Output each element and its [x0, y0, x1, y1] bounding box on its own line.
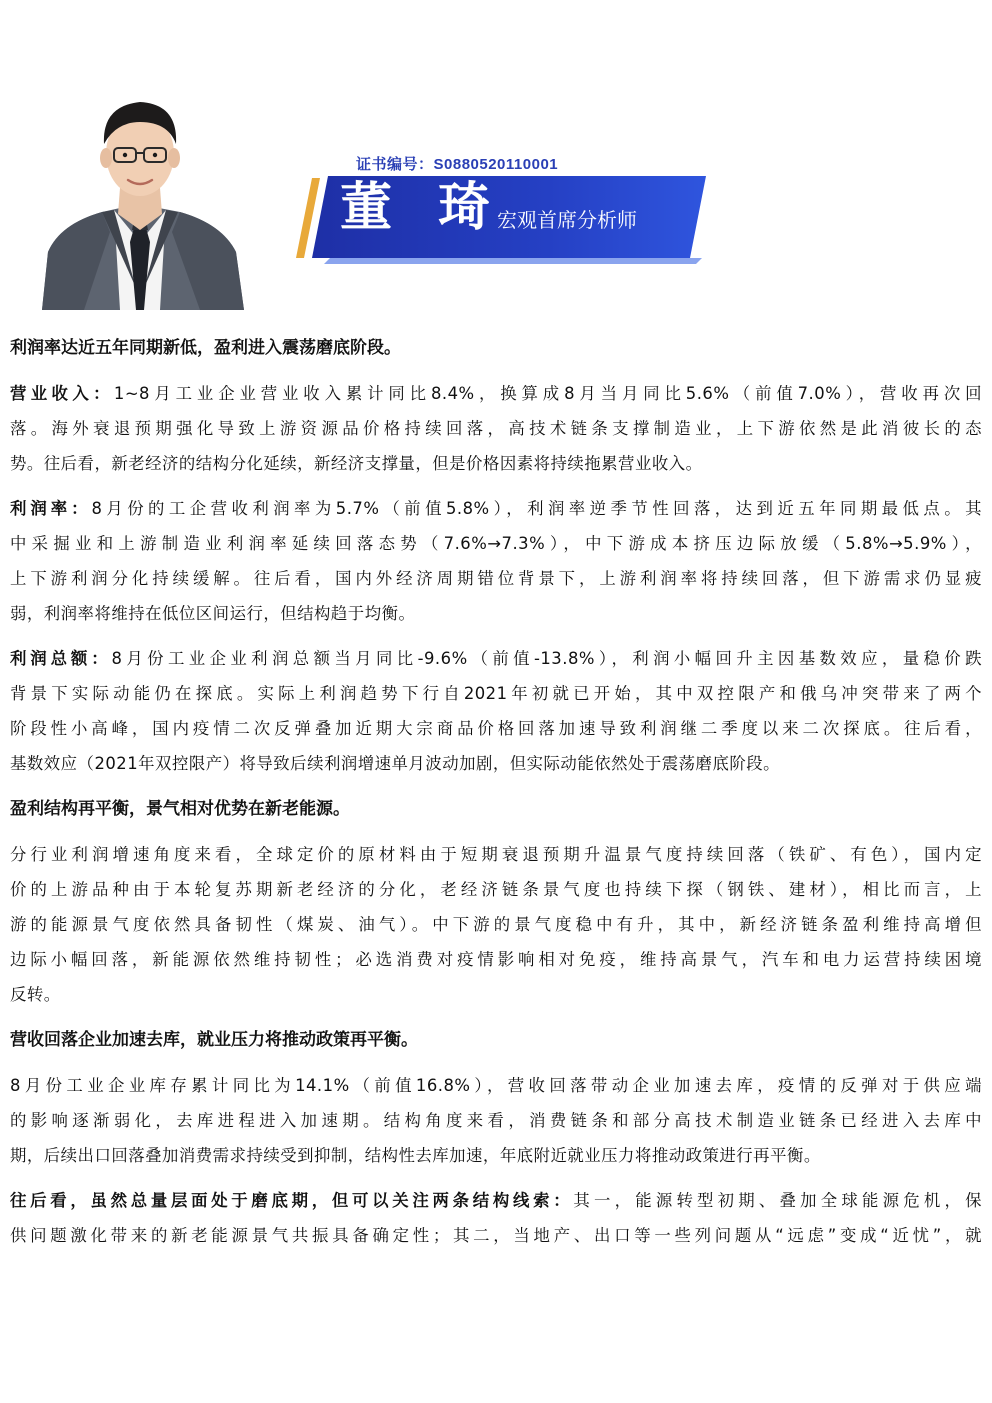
paragraph-label: 利润率： [10, 499, 92, 518]
paragraph-line: 上下游利润分化持续缓解。往后看，国内外经济周期错位背景下，上游利润率将持续回落，但下游需求仍显疲 [10, 569, 982, 588]
section-heading: 盈利结构再平衡，景气相对优势在新老能源。 [10, 799, 350, 819]
paragraph-line: 中采掘业和上游制造业利润率延续回落态势（7.6%→7.3%），中下游成本挤压边际放缓（5.8%→5.9%）， [10, 534, 982, 553]
paragraph-line: 的影响逐渐弱化，去库进程进入加速期。结构角度来看，消费链条和部分高技术制造业链条已经进入去库中 [10, 1111, 982, 1130]
paragraph-line: 8月份工业企业库存累计同比为14.1%（前值16.8%），营收回落带动企业加速去库，疫情的反弹对于供应端 [10, 1076, 982, 1095]
paragraph-line: 势。往后看，新老经济的结构分化延续，新经济支撑量，但是价格因素将持续拖累营业收入。 [10, 454, 703, 473]
profit-margin-paragraph [10, 491, 982, 631]
paragraph-line: 落。海外衰退预期强化导致上游资源品价格持续回落，高技术链条支撑制造业，上下游依然是此消彼长的态 [10, 419, 982, 438]
paragraph-line: 其一，能源转型初期、叠加全球能源危机，保 [573, 1191, 983, 1210]
paragraph-line: 价的上游品种由于本轮复苏期新老经济的分化，老经济链条景气度也持续下探（钢铁、建材），相比而言，上 [10, 880, 982, 899]
revenue-paragraph [10, 376, 982, 481]
paragraph-line: 反转。 [10, 985, 61, 1004]
certificate-number: 证书编号：S0880520110001 [356, 156, 559, 173]
paragraph-label: 利润总额： [10, 649, 112, 668]
industry-structure-paragraph [10, 837, 982, 1012]
paragraph-line: 边际小幅回落，新能源依然维持韧性；必选消费对疫情影响相对免疫，维持高景气，汽车和电力运营持续困境 [10, 950, 982, 969]
paragraph-line: 供问题激化带来的新老能源景气共振具备确定性；其二，当地产、出口等一些列问题从“远虑”变成“近忧”，就 [10, 1226, 982, 1245]
section-heading: 利润率达近五年同期新低，盈利进入震荡磨底阶段。 [10, 338, 401, 358]
paragraph-line: 1~8月工业企业营业收入累计同比8.4%，换算成8月当月同比5.6%（前值7.0%），营收再次回 [113, 384, 982, 403]
paragraph-line: 弱，利润率将维持在低位区间运行，但结构趋于均衡。 [10, 604, 416, 623]
analyst-portrait [40, 92, 246, 310]
analyst-name: 董 琦 [340, 178, 505, 238]
paragraph-line: 8月份的工企营收利润率为5.7%（前值5.8%），利润率逆季节性回落，达到近五年同期最低点。其 [91, 499, 982, 518]
outlook-paragraph [10, 1183, 982, 1253]
analyst-header [0, 0, 992, 320]
report-body [10, 330, 982, 1263]
paragraph-label: 往后看，虽然总量层面处于磨底期，但可以关注两条结构线索： [10, 1191, 574, 1210]
paragraph-line: 基数效应（2021年双控限产）将导致后续利润增速单月波动加剧，但实际动能依然处于震荡磨底阶段。 [10, 754, 781, 773]
paragraph-line: 游的能源景气度依然具备韧性（煤炭、油气）。中下游的景气度稳中有升，其中，新经济链条盈利维持高增但 [10, 915, 982, 934]
paragraph-line: 背景下实际动能仍在探底。实际上利润趋势下行自2021年初就已开始，其中双控限产和俄乌冲突带来了两个 [10, 684, 982, 703]
paragraph-line: 8月份工业企业利润总额当月同比-9.6%（前值-13.8%），利润小幅回升主因基数效应，量稳价跌 [111, 649, 983, 668]
paragraph-line: 分行业利润增速角度来看，全球定价的原材料由于短期衰退预期升温景气度持续回落（铁矿、有色），国内定 [10, 845, 982, 864]
section-heading: 营收回落企业加速去库，就业压力将推动政策再平衡。 [10, 1030, 418, 1050]
paragraph-label: 营业收入： [10, 384, 114, 403]
total-profit-paragraph [10, 641, 982, 781]
paragraph-line: 阶段性小高峰，国内疫情二次反弹叠加近期大宗商品价格回落加速导致利润继二季度以来二次探底。往后看， [10, 719, 982, 738]
analyst-title: 宏观首席分析师 [497, 208, 637, 232]
paragraph-line: 期，后续出口回落叠加消费需求持续受到抑制，结构性去库加速，年底附近就业压力将推动政策进行再平衡。 [10, 1146, 821, 1165]
inventory-paragraph [10, 1068, 982, 1173]
